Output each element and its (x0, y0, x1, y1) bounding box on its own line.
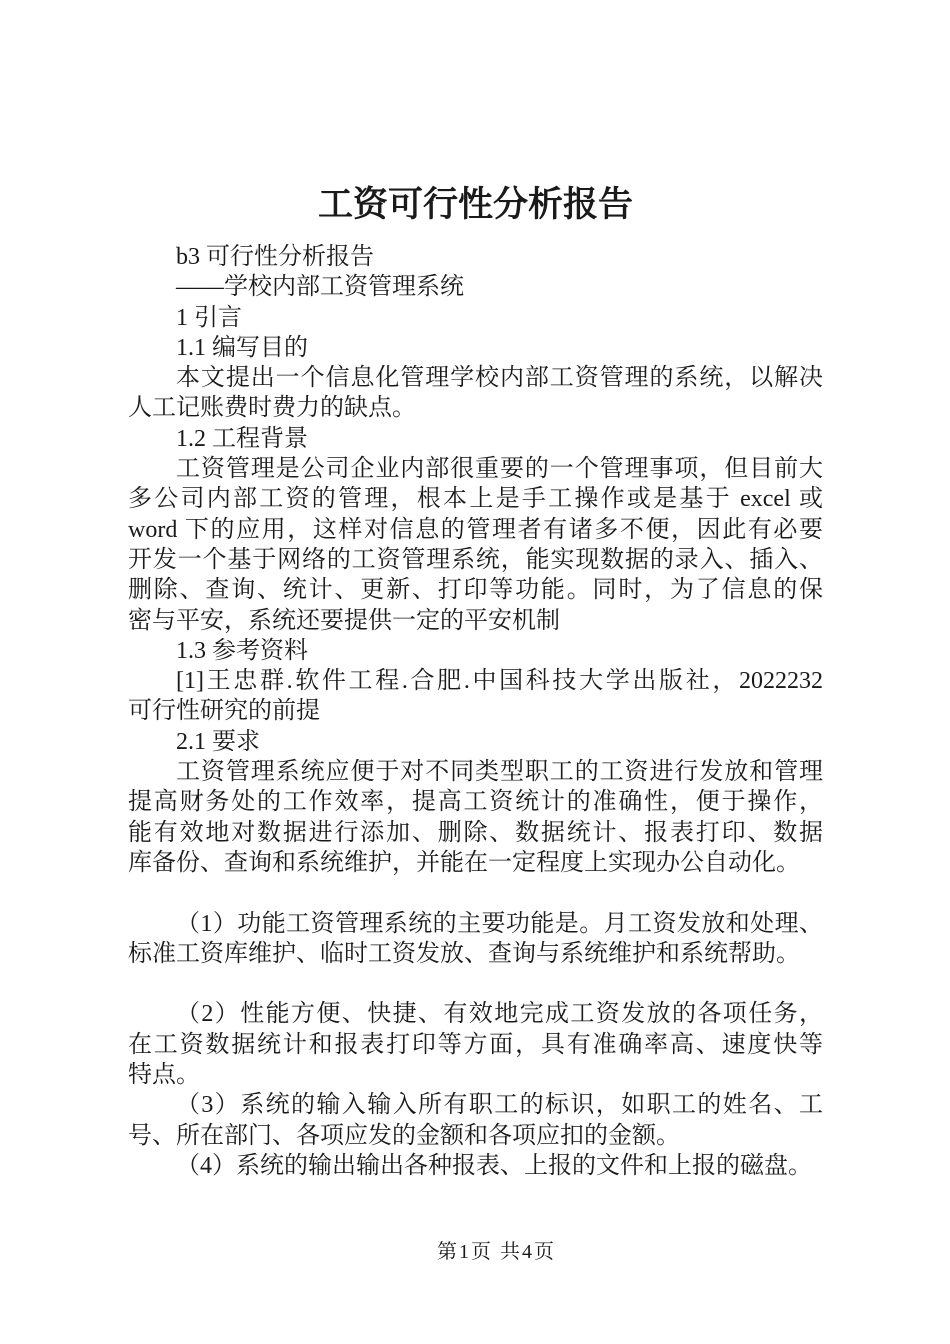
text-line: 号、所在部门、各项应发的金额和各项应扣的金额。 (128, 1122, 680, 1149)
text-line: 特点。 (128, 1062, 200, 1089)
text-line: 2.1 要求 (176, 728, 260, 755)
text-line (128, 969, 823, 999)
text-line: （3）系统的输入输入所有职工的标识，如职工的姓名、工 (176, 1092, 823, 1119)
text-line: 工资管理系统应便于对不同类型职工的工资进行发放和管理 (176, 759, 823, 786)
text-line: （1）功能工资管理系统的主要功能是。月工资发放和处理、 (176, 910, 823, 937)
text-line: word 下的应用，这样对信息的管理者有诸多不便，因此有必要 (128, 516, 823, 543)
text-line: 开发一个基于网络的工资管理系统，能实现数据的录入、插入、 (128, 546, 823, 573)
text-line: 提高财务处的工作效率，提高工资统计的准确性，便于操作， (128, 789, 823, 816)
text-line: 多公司内部工资的管理，根本上是手工操作或是基于 excel 或 (128, 486, 823, 513)
text-line: 1 引言 (176, 304, 242, 331)
text-line: 1.3 参考资料 (176, 637, 308, 664)
text-line: 库备份、查询和系统维护，并能在一定程度上实现办公自动化。 (128, 849, 800, 876)
text-line: b3 可行性分析报告 (176, 244, 374, 270)
text-line (128, 878, 823, 908)
document-body (128, 242, 823, 1181)
text-line: 密与平安，系统还要提供一定的平安机制 (128, 607, 560, 634)
text-line: 1.1 编写目的 (176, 334, 308, 361)
page-footer (437, 1240, 556, 1265)
document-title: 工资可行性分析报告 (317, 185, 633, 224)
text-line: （2）性能方便、快捷、有效地完成工资发放的各项任务， (176, 1001, 823, 1028)
text-line: 能有效地对数据进行添加、删除、数据统计、报表打印、数据 (128, 819, 823, 846)
text-line: 可行性研究的前提 (128, 698, 320, 725)
page-number-indicator: 第1页 共4页 (437, 1241, 556, 1263)
text-line: 1.2 工程背景 (176, 425, 308, 452)
text-line: 标准工资库维护、临时工资发放、查询与系统维护和系统帮助。 (128, 940, 800, 967)
text-line: 删除、查询、统计、更新、打印等功能。同时，为了信息的保 (128, 577, 823, 604)
text-line: （4）系统的输出输出各种报表、上报的文件和上报的磁盘。 (176, 1152, 812, 1179)
text-line: 在工资数据统计和报表打印等方面，具有准确率高、速度快等 (128, 1031, 823, 1058)
text-line: 本文提出一个信息化管理学校内部工资管理的系统，以解决 (176, 365, 823, 392)
text-line: 工资管理是公司企业内部很重要的一个管理事项，但目前大 (176, 456, 823, 483)
text-line: [1]王忠群.软件工程.合肥.中国科技大学出版社，2022232 (176, 668, 823, 695)
text-line: ——学校内部工资管理系统 (176, 274, 464, 301)
text-line: 人工记账费时费力的缺点。 (128, 395, 416, 422)
